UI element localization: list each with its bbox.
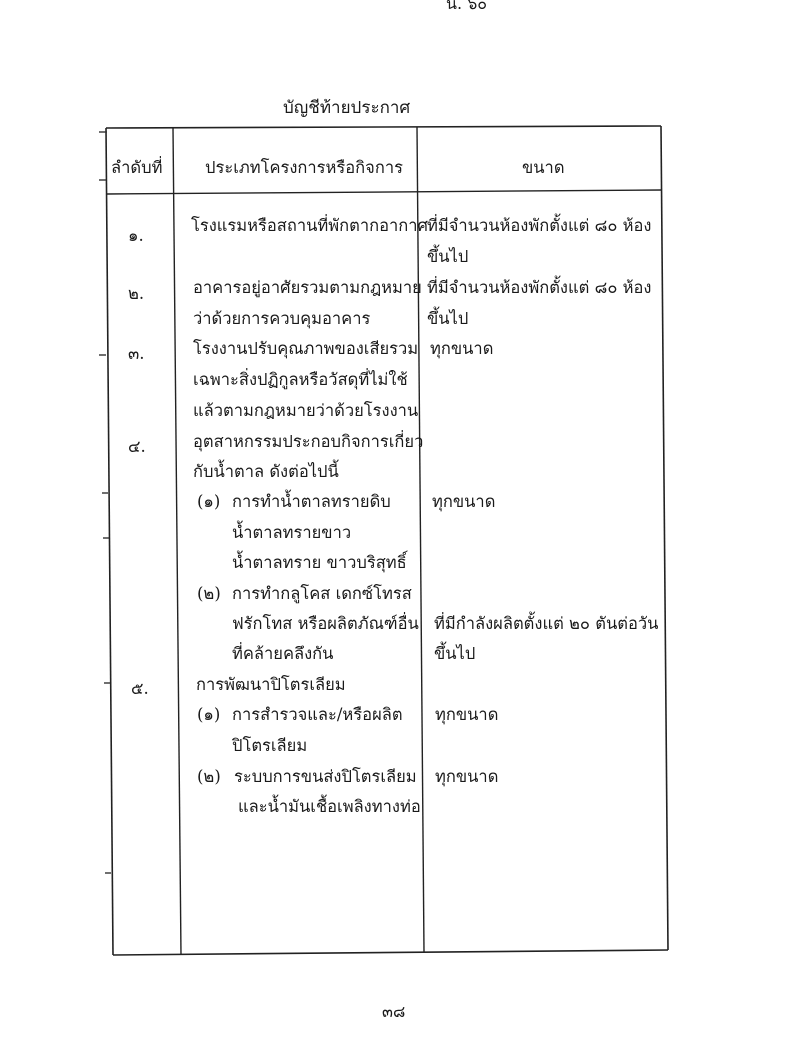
sub-line: การสำรวจและ/หรือผลิต (232, 705, 403, 724)
sub-number: (๒) (197, 767, 221, 786)
table-bottom-border (113, 950, 668, 955)
row-number: ๑. (128, 226, 144, 245)
type-line: เฉพาะสิ่งปฏิกูลหรือวัสดุที่ไม่ใช้ (193, 370, 408, 389)
size-line: ขึ้นไป (427, 309, 469, 328)
type-line: กับน้ำตาล ดังต่อไปนี้ (193, 462, 339, 481)
size-line: ที่มีจำนวนห้องพักตั้งแต่ ๘๐ ห้อง (427, 278, 652, 297)
row-number: ๔. (128, 437, 146, 456)
sub-line: การทำน้ำตาลทรายดิบ (232, 492, 391, 511)
sub-number: (๒) (197, 584, 221, 603)
size-line: ที่มีกำลังผลิตตั้งแต่ ๒๐ ตันต่อวัน (434, 614, 659, 633)
type-line: การพัฒนาปิโตรเลียม (196, 675, 346, 694)
type-line: อุตสาหกรรมประกอบกิจการเกี่ยว (193, 432, 424, 451)
type-line: อาคารอยู่อาศัยรวมตามกฎหมาย (193, 278, 422, 297)
size-line: ที่มีจำนวนห้องพักตั้งแต่ ๘๐ ห้อง (427, 216, 652, 235)
size-line: ทุกขนาด (435, 705, 499, 724)
page-number: ๓๘ (382, 1002, 406, 1021)
page-mark: น. ๖๐ (446, 0, 488, 13)
type-line: โรงงานปรับคุณภาพของเสียรวม (193, 339, 419, 358)
column-divider-2 (417, 127, 424, 952)
table-left-border (106, 128, 113, 955)
type-line: โรงแรมหรือสถานที่พักตากอากาศ (191, 216, 429, 235)
header-type: ประเภทโครงการหรือกิจการ (205, 158, 403, 177)
sub-number: (๑) (197, 705, 221, 724)
sub-line: ฟรักโทส หรือผลิตภัณฑ์อื่น (232, 614, 419, 633)
sub-number: (๑) (197, 492, 221, 511)
header-divider (107, 190, 662, 194)
sub-line: ระบบการขนส่งปิโตรเลียม (234, 767, 417, 786)
sub-line: น้ำตาลทรายขาว (232, 523, 352, 542)
size-line: ทุกขนาด (435, 767, 499, 786)
column-divider-1 (173, 128, 181, 955)
row-number: ๓. (128, 344, 145, 363)
sub-line: การทำกลูโคส เดกซ์โทรส (232, 584, 412, 603)
sub-line: และน้ำมันเชื้อเพลิงทางท่อ (238, 797, 421, 816)
size-line: ขึ้นไป (434, 644, 476, 663)
size-line: ทุกขนาด (430, 339, 494, 358)
row-number: ๕. (131, 679, 149, 698)
sub-line: น้ำตาลทราย ขาวบริสุทธิ์ (232, 553, 407, 572)
type-line: แล้วตามกฎหมายว่าด้วยโรงงาน (193, 401, 419, 420)
size-line: ขึ้นไป (427, 247, 469, 266)
sub-line: ปิโตรเลียม (232, 736, 308, 755)
type-line: ว่าด้วยการควบคุมอาคาร (193, 309, 371, 328)
header-no: ลำดับที่ (111, 158, 163, 177)
row-number: ๒. (128, 284, 145, 303)
table-right-border (661, 126, 668, 950)
size-line: ทุกขนาด (432, 492, 496, 511)
table-top-border (106, 126, 661, 128)
sub-line: ที่คล้ายคลึงกัน (232, 644, 334, 663)
header-size: ขนาด (522, 158, 565, 177)
document-title: บัญชีท้ายประกาศ (283, 98, 411, 118)
